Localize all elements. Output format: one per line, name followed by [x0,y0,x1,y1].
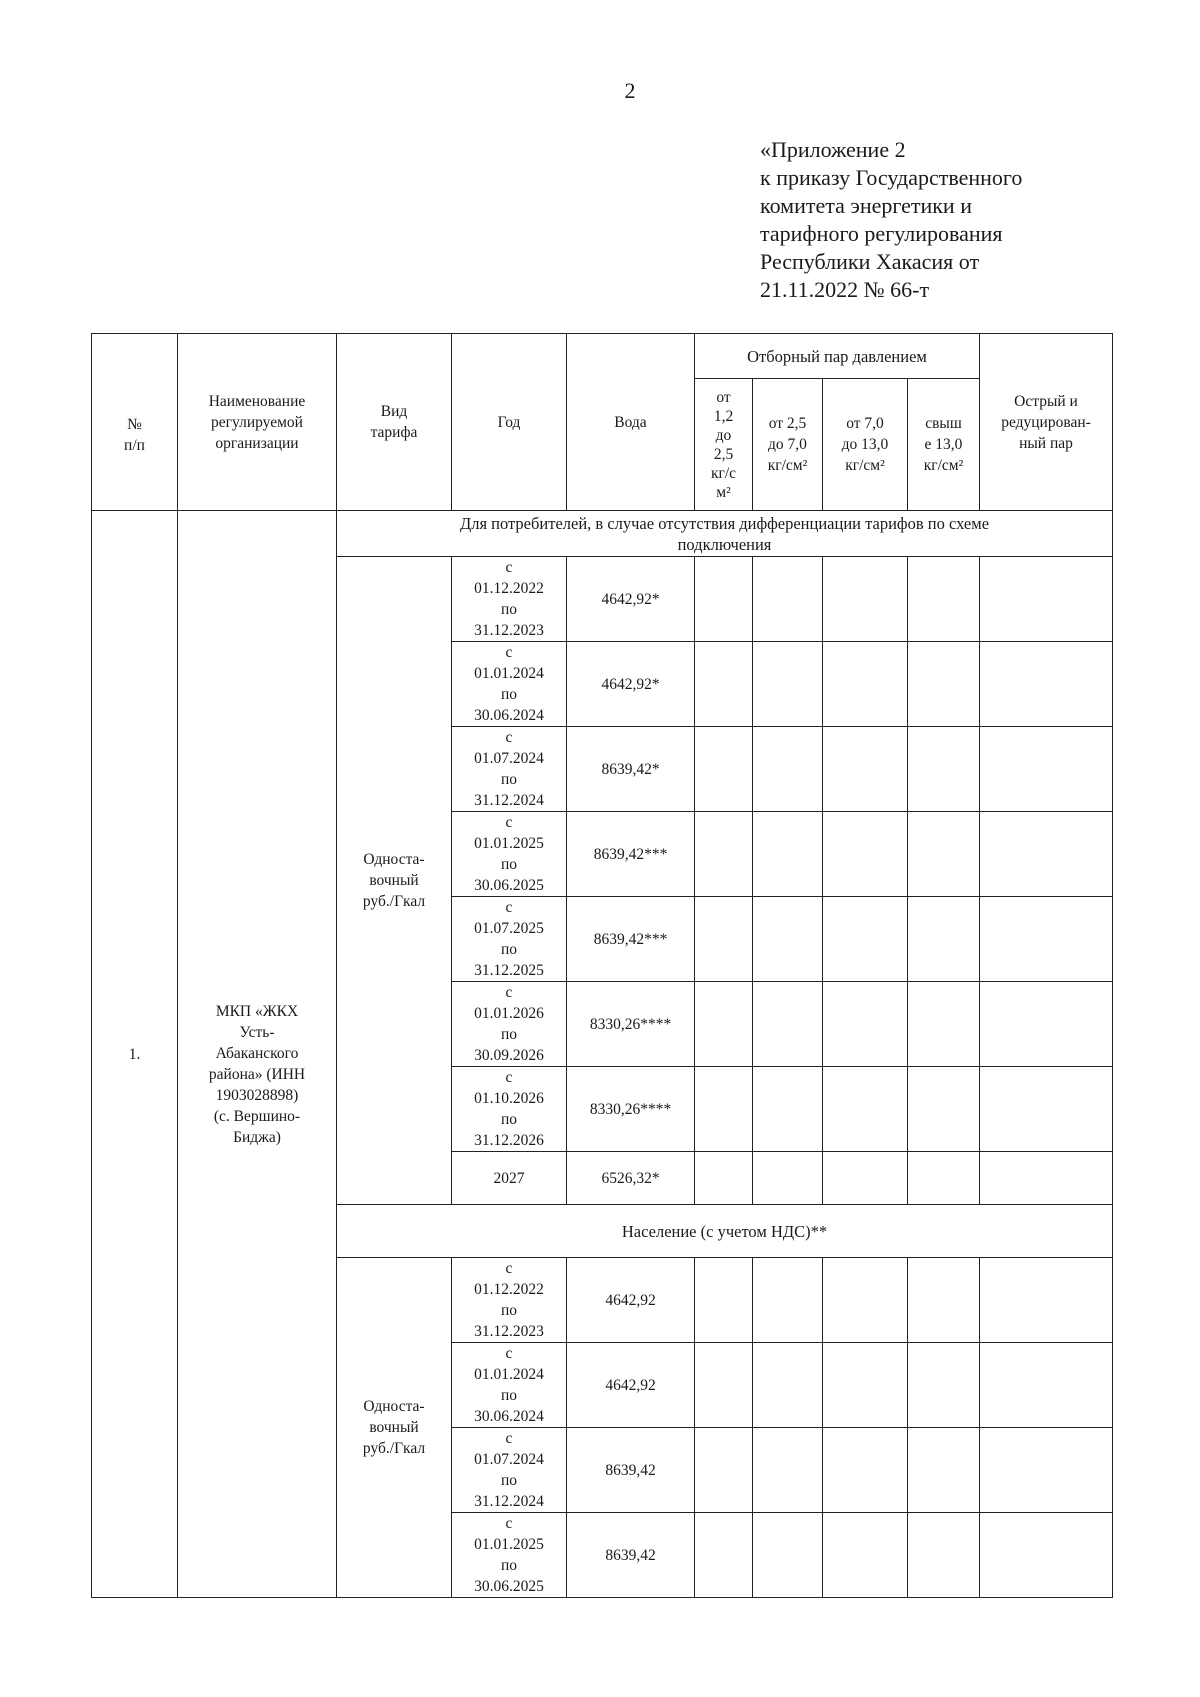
empty-cell [823,557,908,642]
empty-cell [823,1258,908,1343]
water-tariff: 8330,26**** [567,1067,695,1152]
empty-cell [908,1513,980,1598]
empty-cell [823,642,908,727]
tariff-type-population: Односта- вочный руб./Гкал [337,1258,452,1598]
section-consumers: Для потребителей, в случае отсутствия дифференциации тарифов по схеме подключения [337,511,1113,557]
empty-cell [753,1513,823,1598]
empty-cell [980,982,1113,1067]
empty-cell [753,1067,823,1152]
empty-cell [823,1428,908,1513]
water-tariff: 8639,42* [567,727,695,812]
empty-cell [753,1258,823,1343]
water-tariff: 8639,42*** [567,897,695,982]
empty-cell [908,557,980,642]
empty-cell [980,1343,1113,1428]
empty-cell [980,1513,1113,1598]
header-tariff-type: Вид тарифа [337,334,452,511]
header-sharp-steam: Острый и редуцирован- ный пар [980,334,1113,511]
period-cell: с 01.12.2022 по 31.12.2023 [452,1258,567,1343]
water-tariff: 6526,32* [567,1152,695,1205]
appendix-line: к приказу Государственного [760,165,1023,190]
empty-cell [823,982,908,1067]
period-cell: с 01.01.2025 по 30.06.2025 [452,812,567,897]
appendix-line: тарифного регулирования [760,221,1003,246]
empty-cell [908,1152,980,1205]
empty-cell [695,897,753,982]
water-tariff: 4642,92 [567,1343,695,1428]
empty-cell [908,897,980,982]
header-steam-2: от 2,5 до 7,0 кг/см² [753,379,823,511]
tariff-type-consumers: Односта- вочный руб./Гкал [337,557,452,1205]
period-cell: с 01.07.2024 по 31.12.2024 [452,1428,567,1513]
period-cell: с 01.01.2024 по 30.06.2024 [452,642,567,727]
water-tariff: 8330,26**** [567,982,695,1067]
empty-cell [695,727,753,812]
period-cell: с 01.10.2026 по 31.12.2026 [452,1067,567,1152]
empty-cell [695,1152,753,1205]
header-year: Год [452,334,567,511]
empty-cell [823,1513,908,1598]
empty-cell [908,812,980,897]
empty-cell [753,727,823,812]
empty-cell [695,557,753,642]
empty-cell [980,812,1113,897]
water-tariff: 8639,42*** [567,812,695,897]
empty-cell [695,1428,753,1513]
empty-cell [753,1152,823,1205]
header-steam-group: Отборный пар давлением [695,334,980,379]
empty-cell [823,812,908,897]
empty-cell [753,812,823,897]
header-organization: Наименование регулируемой организации [178,334,337,511]
empty-cell [980,1152,1113,1205]
appendix-line: «Приложение 2 [760,137,906,162]
empty-cell [980,1258,1113,1343]
header-steam-4: свыш е 13,0 кг/см² [908,379,980,511]
empty-cell [980,727,1113,812]
empty-cell [980,897,1113,982]
empty-cell [823,1067,908,1152]
empty-cell [823,727,908,812]
tariff-table [91,333,1113,1598]
empty-cell [980,557,1113,642]
empty-cell [908,1343,980,1428]
period-cell: с 01.01.2025 по 30.06.2025 [452,1513,567,1598]
period-cell: с 01.07.2024 по 31.12.2024 [452,727,567,812]
header-num: № п/п [92,334,178,511]
empty-cell [823,1343,908,1428]
row-number: 1. [92,511,178,1598]
empty-cell [753,642,823,727]
empty-cell [695,1343,753,1428]
empty-cell [908,1258,980,1343]
empty-cell [695,812,753,897]
period-cell: с 01.01.2024 по 30.06.2024 [452,1343,567,1428]
empty-cell [980,642,1113,727]
water-tariff: 4642,92* [567,642,695,727]
empty-cell [695,642,753,727]
empty-cell [695,982,753,1067]
period-cell: 2027 [452,1152,567,1205]
water-tariff: 8639,42 [567,1513,695,1598]
empty-cell [753,557,823,642]
water-tariff: 4642,92 [567,1258,695,1343]
page-number: 2 [624,78,636,103]
header-water: Вода [567,334,695,511]
appendix-line: Республики Хакасия от [760,249,980,274]
empty-cell [908,642,980,727]
water-tariff: 8639,42 [567,1428,695,1513]
empty-cell [908,1428,980,1513]
period-cell: с 01.07.2025 по 31.12.2025 [452,897,567,982]
empty-cell [753,982,823,1067]
empty-cell [695,1513,753,1598]
appendix-line: комитета энергетики и [760,193,972,218]
empty-cell [980,1067,1113,1152]
empty-cell [753,1343,823,1428]
header-steam-3: от 7,0 до 13,0 кг/см² [823,379,908,511]
empty-cell [695,1067,753,1152]
appendix-reference [760,136,1022,304]
organization-name: МКП «ЖКХ Усть- Абаканского района» (ИНН 1903028898) (с. Вершино- Биджа) [178,511,337,1598]
empty-cell [908,982,980,1067]
period-cell: с 01.01.2026 по 30.09.2026 [452,982,567,1067]
empty-cell [823,1152,908,1205]
empty-cell [908,1067,980,1152]
empty-cell [753,1428,823,1513]
empty-cell [980,1428,1113,1513]
water-tariff: 4642,92* [567,557,695,642]
empty-cell [753,897,823,982]
empty-cell [695,1258,753,1343]
empty-cell [908,727,980,812]
section-population: Население (с учетом НДС)** [337,1205,1113,1258]
header-steam-1: от 1,2 до 2,5 кг/с м² [695,379,753,511]
appendix-line: 21.11.2022 № 66-т [760,277,930,302]
empty-cell [823,897,908,982]
period-cell: с 01.12.2022 по 31.12.2023 [452,557,567,642]
